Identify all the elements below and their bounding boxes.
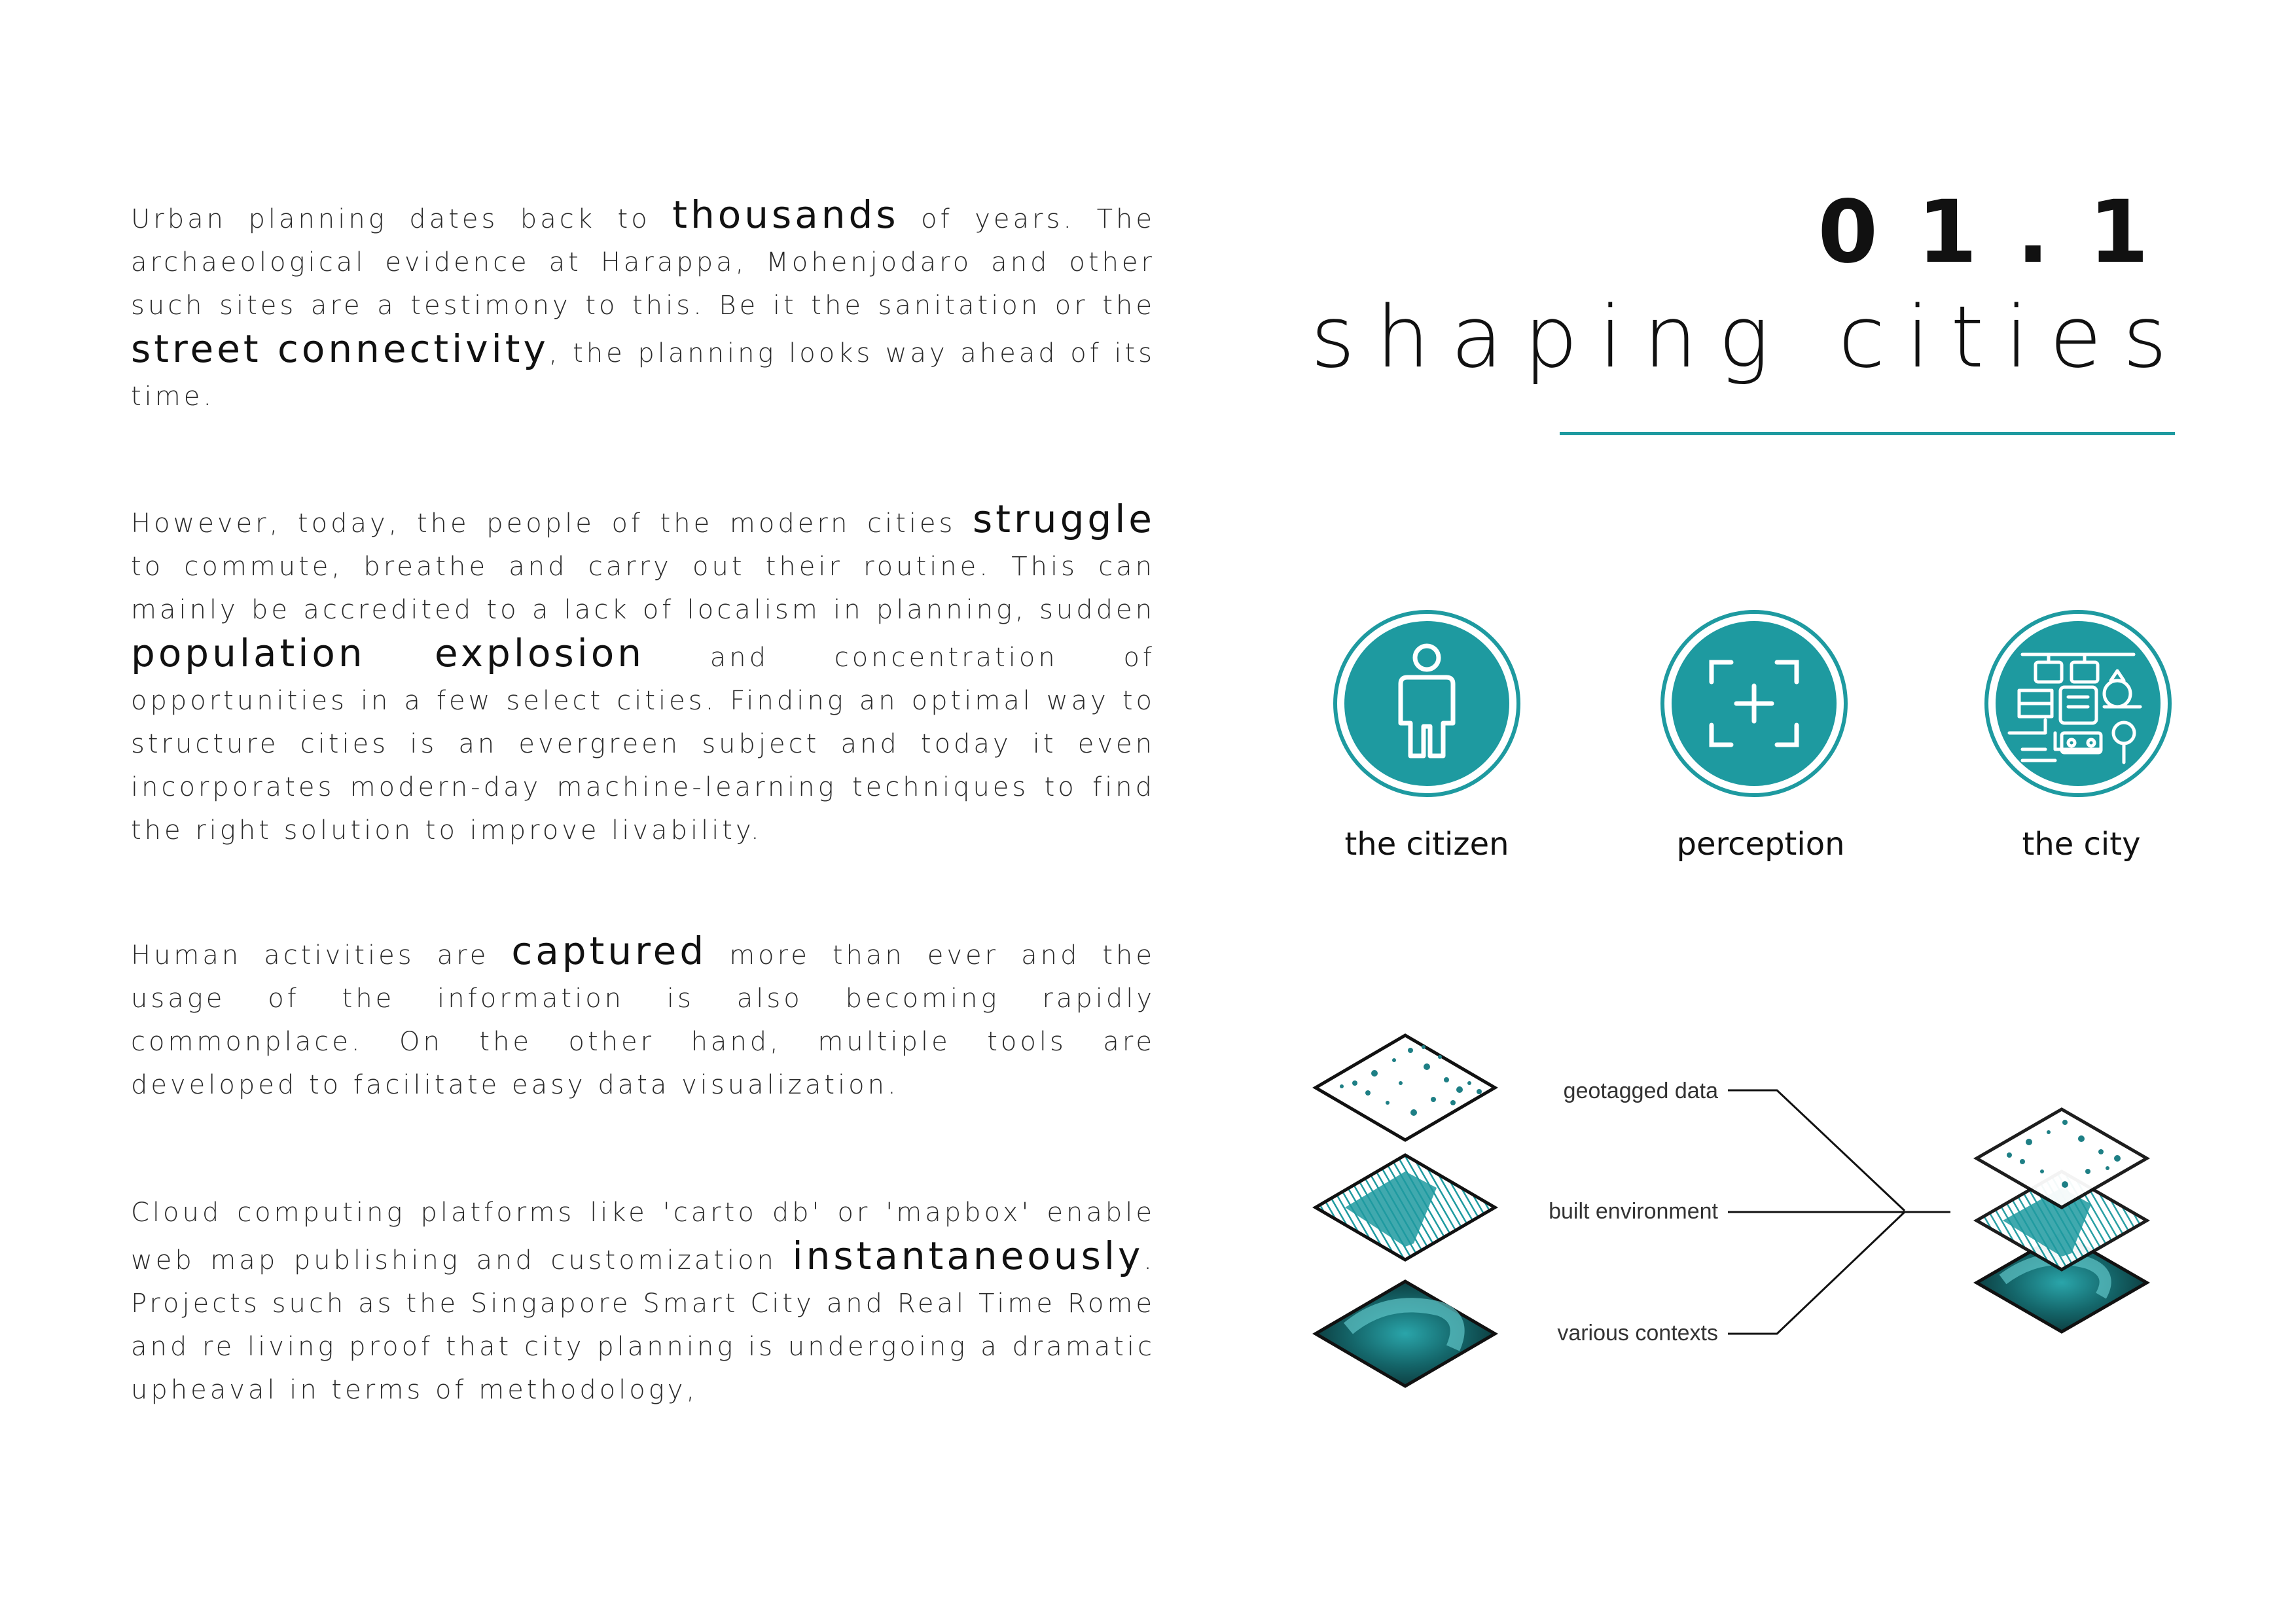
label-perception: perception bbox=[1676, 826, 1845, 863]
layers-diagram bbox=[1296, 1021, 2199, 1427]
emphasis-word: struggle bbox=[973, 497, 1155, 541]
heading-underline bbox=[1560, 432, 2175, 435]
section-number: 01.1 bbox=[1818, 182, 2188, 283]
emphasis-word: street connectivity bbox=[131, 327, 549, 371]
focus-plus-icon bbox=[1659, 609, 1849, 798]
person-icon bbox=[1332, 609, 1522, 798]
layer-various-contexts bbox=[1316, 1281, 1495, 1386]
body-text: to commute, breathe and carry out their routine. This can mainly be accredited to a lack of localism in planning, sudden bbox=[131, 552, 1155, 625]
body-text: Urban planning dates back to bbox=[131, 204, 673, 234]
body-text: more than ever and the usage of the information is also becoming rapidly commonplace. On the other hand, multiple tools are developed to facilitate easy data visualization. bbox=[131, 940, 1156, 1100]
label-built-environment: built environment bbox=[1549, 1199, 1718, 1224]
emphasis-word: thousands bbox=[672, 192, 899, 237]
city-icon bbox=[1983, 609, 2173, 798]
body-text: However, today, the people of the modern cities bbox=[131, 508, 973, 539]
body-text: of years. The archaeological evidence at Harappa, Mohenjodaro and other such sites are a testimony to this. Be it the sanitation or the bbox=[131, 204, 1155, 321]
body-text: , the planning looks way ahead of its time. bbox=[131, 338, 1155, 412]
label-geotagged-data: geotagged data bbox=[1563, 1079, 1718, 1103]
label-various-contexts: various contexts bbox=[1557, 1321, 1718, 1346]
body-text: Cloud computing platforms like 'carto db' or 'mapbox' enable web map publishing and customization bbox=[131, 1198, 1155, 1275]
emphasis-word: instantaneously bbox=[792, 1234, 1144, 1278]
intro-paragraph bbox=[131, 193, 1155, 418]
data-paragraph bbox=[131, 929, 1155, 1107]
label-the-citizen: the citizen bbox=[1344, 826, 1509, 863]
body-text: Human activities are bbox=[131, 940, 512, 971]
body-text: . Projects such as the Singapore Smart City and Real Time Rome and re living proof that city planning is undergoing a dramatic upheaval in terms of methodology, bbox=[131, 1245, 1155, 1405]
layer-built-environment bbox=[1316, 1155, 1495, 1260]
emphasis-word: captured bbox=[511, 929, 708, 973]
stacked-layers bbox=[1977, 1109, 2147, 1332]
emphasis-word: population explosion bbox=[131, 631, 645, 675]
connector-lines bbox=[1728, 1090, 1950, 1334]
challenge-paragraph bbox=[131, 497, 1155, 852]
layer-geotagged-data bbox=[1316, 1035, 1495, 1140]
cloud-paragraph bbox=[131, 1191, 1155, 1412]
label-the-city: the city bbox=[2022, 826, 2141, 863]
section-title: shaping cities bbox=[1310, 287, 2188, 387]
body-text: and concentration of opportunities in a few select cities. Finding an optimal way to structure cities is an evergreen subject and today it even incorporates modern-day machine-learning techniques to find the right solution to improve livability. bbox=[131, 643, 1155, 846]
